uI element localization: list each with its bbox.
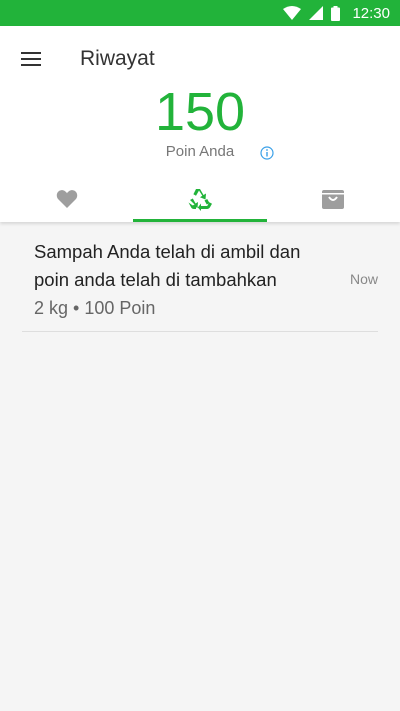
signal-icon xyxy=(309,6,323,20)
history-message: Sampah Anda telah di ambil dan poin anda telah di tambahkan xyxy=(34,241,301,290)
history-list xyxy=(0,222,400,332)
page-title: Riwayat xyxy=(80,47,155,70)
list-item[interactable] xyxy=(22,222,378,332)
history-detail: 2 kg • 100 Poin xyxy=(34,298,156,318)
menu-icon[interactable] xyxy=(16,44,46,74)
tab-store[interactable] xyxy=(267,176,400,222)
status-time: 12:30 xyxy=(352,4,390,22)
points-value: 150 xyxy=(154,82,246,142)
app-header xyxy=(0,26,400,222)
status-bar xyxy=(0,0,400,26)
tab-bar xyxy=(0,176,400,222)
wifi-icon xyxy=(283,6,301,20)
history-time: Now xyxy=(349,271,378,287)
recycle-icon xyxy=(187,187,213,211)
tab-favorites[interactable] xyxy=(0,176,133,222)
bag-icon xyxy=(321,188,345,210)
battery-icon xyxy=(331,6,340,21)
heart-icon xyxy=(56,189,78,209)
info-icon[interactable] xyxy=(260,146,274,160)
tab-recycle[interactable] xyxy=(133,176,266,222)
points-label: Poin Anda xyxy=(165,143,235,160)
